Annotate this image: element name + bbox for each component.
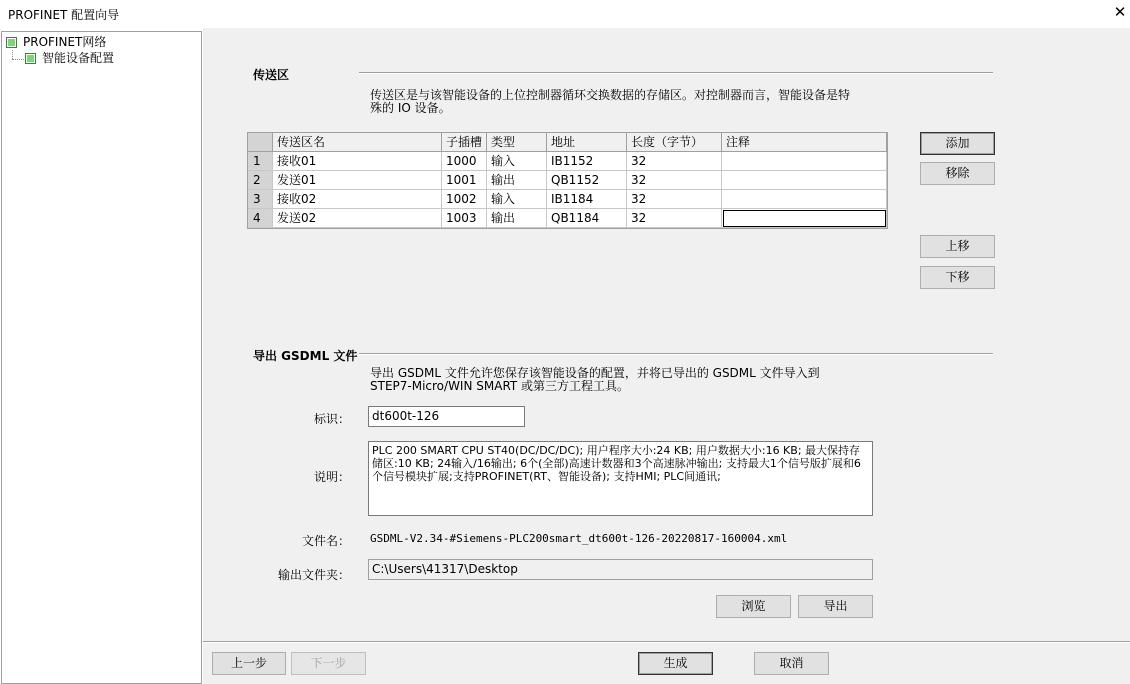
table-row[interactable] — [248, 209, 887, 228]
table-header-cell — [248, 133, 273, 152]
tree-connector — [12, 59, 24, 60]
table-cell[interactable]: 接收01 — [273, 152, 442, 171]
table-cell[interactable]: 接收02 — [273, 190, 442, 209]
window-title: PROFINET 配置向导 — [8, 8, 120, 22]
move-up-button[interactable]: 上移 — [920, 235, 995, 258]
generate-button[interactable]: 生成 — [638, 652, 713, 675]
footer-separator — [203, 641, 1130, 643]
export-description-line1: 导出 GSDML 文件允许您保存该智能设备的配置，并将已导出的 GSDML 文件导入到 — [370, 366, 820, 380]
table-header-cell[interactable]: 类型 — [487, 133, 547, 152]
title-bar — [0, 0, 1130, 27]
table-row[interactable] — [248, 152, 887, 171]
transfer-section-title: 传送区 — [253, 68, 290, 82]
filename-value: GSDML-V2.34-#Siemens-PLC200smart_dt600t-126-20220817-160004.xml — [370, 532, 788, 545]
move-down-button[interactable]: 下移 — [920, 266, 995, 289]
section-separator — [359, 72, 993, 74]
row-number[interactable]: 4 — [248, 209, 273, 228]
tree-connector — [12, 50, 13, 59]
table-cell[interactable]: 1002 — [442, 190, 487, 209]
table-header-cell[interactable]: 地址 — [547, 133, 627, 152]
table-header-row — [248, 133, 887, 152]
table-cell[interactable]: 输出 — [487, 171, 547, 190]
table-cell[interactable]: 1001 — [442, 171, 487, 190]
table-cell[interactable]: 发送01 — [273, 171, 442, 190]
table-cell[interactable]: 1003 — [442, 209, 487, 228]
table-cell[interactable]: QB1184 — [547, 209, 627, 228]
table-cell[interactable]: 输入 — [487, 190, 547, 209]
table-cell[interactable]: 发送02 — [273, 209, 442, 228]
table-cell[interactable]: 32 — [627, 152, 722, 171]
navigation-tree — [1, 31, 202, 684]
description-textarea[interactable]: PLC 200 SMART CPU ST40(DC/DC/DC); 用户程序大小:24 KB; 用户数据大小:16 KB; 最大保持存储区:10 KB; 24输入/16输出; 6个(全部)高速计数器和3个高速脉冲输出; 支持最大1个信号版扩展和6个信号模块扩展;支持PROFINET(RT、智能设备); 支持HMI; PLC间通讯; — [368, 441, 873, 516]
cancel-button[interactable]: 取消 — [754, 652, 829, 675]
description-label: 说明： — [313, 470, 350, 484]
section-separator — [359, 353, 993, 355]
table-cell[interactable] — [722, 190, 887, 209]
main-panel — [203, 28, 1130, 684]
remove-button[interactable]: 移除 — [920, 162, 995, 185]
add-button[interactable]: 添加 — [920, 132, 995, 155]
transfer-table — [247, 132, 888, 229]
tree-node-icon — [6, 37, 17, 48]
table-cell[interactable]: IB1184 — [547, 190, 627, 209]
id-input[interactable]: dt600t-126 — [368, 406, 525, 427]
tree-node-icon — [25, 53, 36, 64]
export-button[interactable]: 导出 — [798, 595, 873, 618]
transfer-description-line1: 传送区是与该智能设备的上位控制器循环交换数据的存储区。对控制器而言，智能设备是特 — [370, 88, 851, 102]
close-icon[interactable]: ✕ — [1113, 3, 1127, 21]
export-description-line2: STEP7-Micro/WIN SMART 或第三方工程工具。 — [370, 379, 630, 393]
table-cell-selected[interactable] — [722, 209, 887, 228]
next-button[interactable]: 下一步 — [291, 652, 366, 675]
table-row[interactable] — [248, 171, 887, 190]
table-header-cell[interactable]: 子插槽 — [442, 133, 487, 152]
export-section-title: 导出 GSDML 文件 — [253, 349, 358, 363]
browse-button[interactable]: 浏览 — [716, 595, 791, 618]
output-folder-field[interactable]: C:\Users\41317\Desktop — [368, 559, 873, 580]
table-cell[interactable]: 32 — [627, 190, 722, 209]
prev-button[interactable]: 上一步 — [212, 652, 286, 675]
table-cell[interactable]: IB1152 — [547, 152, 627, 171]
table-header-cell[interactable]: 传送区名 — [273, 133, 442, 152]
row-number[interactable]: 2 — [248, 171, 273, 190]
table-cell[interactable]: 32 — [627, 209, 722, 228]
table-cell[interactable]: 1000 — [442, 152, 487, 171]
table-cell[interactable]: 32 — [627, 171, 722, 190]
id-label: 标识： — [313, 412, 350, 426]
table-row[interactable] — [248, 190, 887, 209]
output-folder-label: 输出文件夹： — [277, 568, 350, 582]
table-cell[interactable] — [722, 152, 887, 171]
table-header-cell[interactable]: 长度（字节） — [627, 133, 722, 152]
row-number[interactable]: 3 — [248, 190, 273, 209]
table-cell[interactable] — [722, 171, 887, 190]
tree-item-smart-device-config[interactable]: 智能设备配置 — [42, 51, 115, 65]
table-cell[interactable]: QB1152 — [547, 171, 627, 190]
table-cell[interactable]: 输出 — [487, 209, 547, 228]
tree-item-profinet-network[interactable]: PROFINET网络 — [23, 35, 107, 49]
table-header-cell[interactable]: 注释 — [722, 133, 887, 152]
transfer-description-line2: 殊的 IO 设备。 — [370, 101, 451, 115]
row-number[interactable]: 1 — [248, 152, 273, 171]
table-cell[interactable]: 输入 — [487, 152, 547, 171]
filename-label: 文件名： — [301, 534, 350, 548]
